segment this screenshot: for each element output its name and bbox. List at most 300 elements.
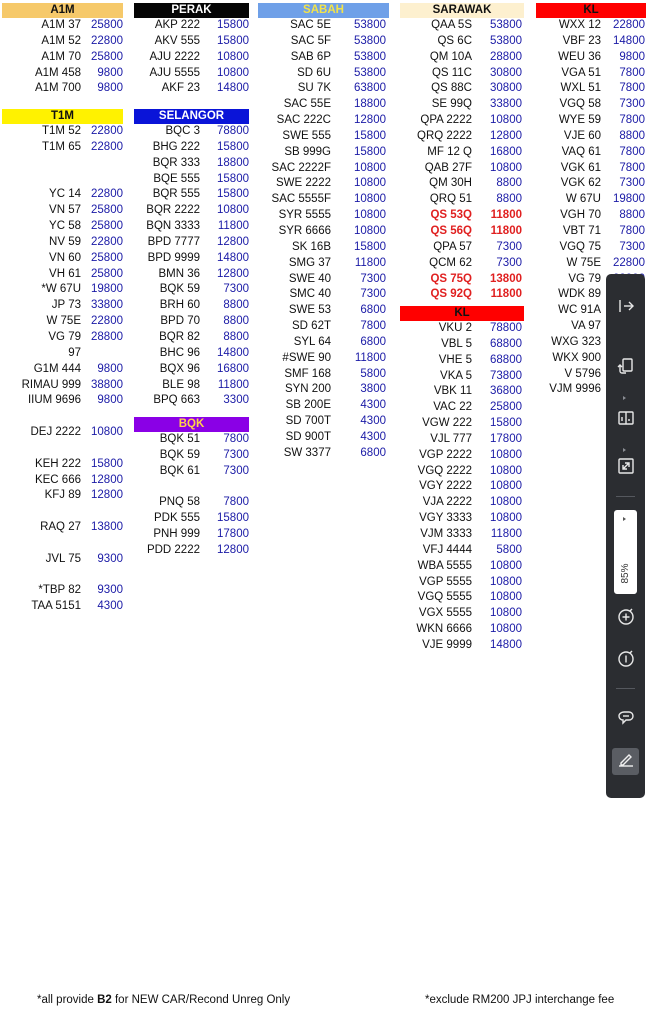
plate-number: WKN 6666 bbox=[416, 623, 472, 636]
export-button[interactable] bbox=[612, 294, 639, 321]
plate-price: 10800 bbox=[354, 209, 386, 222]
zoom-out-button[interactable] bbox=[612, 647, 639, 674]
plate-price: 22800 bbox=[91, 315, 123, 328]
plate-price: 12800 bbox=[217, 543, 249, 556]
plate-row bbox=[258, 240, 389, 256]
plate-row bbox=[2, 267, 123, 283]
plate-row bbox=[400, 384, 524, 400]
plate-row bbox=[134, 156, 249, 172]
plate-number: QAB 27F bbox=[424, 161, 472, 174]
plate-price: 53800 bbox=[490, 19, 522, 31]
plate-row bbox=[134, 18, 249, 34]
plate-price: 11800 bbox=[354, 351, 386, 364]
plate-row bbox=[134, 393, 249, 409]
plate-price: 53800 bbox=[354, 19, 386, 31]
plate-number: SYL 64 bbox=[293, 335, 331, 348]
plate-row bbox=[400, 18, 524, 34]
plate-row bbox=[258, 319, 389, 335]
plate-number: NV 59 bbox=[49, 235, 81, 248]
plate-price: 7300 bbox=[223, 448, 249, 461]
page-layout-button[interactable] bbox=[612, 406, 639, 433]
plate-number: A1M 52 bbox=[41, 34, 81, 47]
plate-number: VJA 2222 bbox=[422, 496, 472, 509]
plate-price: 9800 bbox=[97, 362, 123, 375]
section-header: T1M bbox=[2, 109, 123, 124]
footer-note-left-prefix: *all provide bbox=[37, 994, 98, 1006]
plate-price: 53800 bbox=[354, 66, 386, 79]
plate-number: WBA 5555 bbox=[417, 559, 472, 572]
plate-number: YC 14 bbox=[49, 188, 81, 201]
plate-number: VBT 71 bbox=[562, 224, 601, 237]
plate-price: 78800 bbox=[490, 322, 522, 334]
plate-row bbox=[134, 314, 249, 330]
plate-row bbox=[2, 378, 123, 394]
plate-row bbox=[400, 448, 524, 464]
plate-price: 22800 bbox=[91, 188, 123, 201]
plate-row bbox=[400, 256, 524, 272]
plate-number: W 75E bbox=[566, 256, 601, 269]
plate-number: RAQ 27 bbox=[40, 521, 81, 534]
comment-icon bbox=[616, 708, 636, 731]
plate-number: SWE 53 bbox=[288, 304, 331, 317]
plate-row bbox=[134, 219, 249, 235]
plate-price: 53800 bbox=[354, 50, 386, 63]
floating-toolbar bbox=[606, 274, 645, 798]
plate-row bbox=[2, 314, 123, 330]
plate-number: QPA 2222 bbox=[420, 114, 472, 127]
plate-number: PDD 2222 bbox=[146, 543, 200, 556]
plate-number: SB 999G bbox=[284, 145, 331, 158]
footer-note-left-bold: B2 bbox=[97, 994, 112, 1006]
plate-price: 7300 bbox=[223, 464, 249, 477]
plate-number: BQK 51 bbox=[159, 433, 200, 445]
plate-row bbox=[258, 398, 389, 414]
plate-price: 15800 bbox=[217, 19, 249, 31]
plate-row bbox=[2, 66, 123, 82]
fit-page-icon bbox=[616, 456, 636, 479]
plate-row bbox=[258, 287, 389, 303]
plate-number: VH 61 bbox=[49, 267, 81, 280]
plate-row bbox=[134, 464, 249, 480]
plate-row bbox=[536, 240, 646, 256]
plate-row bbox=[400, 353, 524, 369]
plate-number: VJM 9996 bbox=[549, 383, 601, 396]
plate-number: BPD 70 bbox=[160, 315, 200, 328]
plate-row bbox=[2, 536, 123, 552]
plate-price: 10800 bbox=[217, 50, 249, 63]
plate-price: 7800 bbox=[619, 224, 645, 237]
plate-number: SAB 6P bbox=[290, 50, 331, 63]
plate-number: VAC 22 bbox=[433, 401, 472, 414]
plate-row bbox=[400, 208, 524, 224]
plate-number: KEH 222 bbox=[34, 457, 81, 470]
plate-row bbox=[536, 129, 646, 145]
plate-number: SD 700T bbox=[285, 415, 331, 428]
plate-price: 11800 bbox=[490, 209, 522, 222]
plate-row bbox=[400, 543, 524, 559]
plate-row bbox=[134, 282, 249, 298]
plate-row bbox=[400, 287, 524, 303]
plate-row bbox=[258, 161, 389, 177]
plate-price: 8800 bbox=[223, 299, 249, 312]
fit-page-button[interactable] bbox=[612, 454, 639, 481]
plate-price: 3300 bbox=[223, 394, 249, 407]
plate-number: SYR 5555 bbox=[278, 209, 331, 222]
plate-price: 15800 bbox=[354, 145, 386, 158]
plate-row bbox=[134, 34, 249, 50]
plate-row bbox=[400, 272, 524, 288]
plate-number: BHG 222 bbox=[152, 140, 200, 153]
comment-button[interactable] bbox=[612, 706, 639, 733]
plate-number: SWE 2222 bbox=[276, 177, 331, 190]
plate-number: T1M 65 bbox=[42, 140, 81, 153]
plate-number: BQR 555 bbox=[152, 188, 200, 201]
chevron-right-icon bbox=[623, 517, 626, 521]
plate-price: 11800 bbox=[490, 224, 522, 237]
plate-number: VGA 51 bbox=[561, 66, 601, 79]
plate-number: VKU 2 bbox=[438, 322, 472, 334]
plate-number: BHC 96 bbox=[159, 346, 200, 359]
plate-price: 7800 bbox=[619, 66, 645, 79]
plate-price: 15800 bbox=[354, 240, 386, 253]
plate-row bbox=[134, 66, 249, 82]
plate-number: *W 67U bbox=[41, 283, 81, 296]
plate-number: BRH 60 bbox=[159, 299, 200, 312]
plate-row bbox=[134, 495, 249, 511]
plate-number: VN 60 bbox=[49, 251, 81, 264]
plate-price: 15800 bbox=[354, 129, 386, 142]
plate-price: 9800 bbox=[97, 82, 123, 95]
plate-number: BPD 9999 bbox=[147, 251, 200, 264]
plate-price: 12800 bbox=[91, 473, 123, 486]
plate-number: BMN 36 bbox=[158, 267, 200, 280]
plate-price: 4300 bbox=[360, 399, 386, 412]
plate-number: SMG 37 bbox=[288, 256, 331, 269]
plate-price: 3800 bbox=[360, 383, 386, 396]
plate-number: BQC 3 bbox=[165, 125, 200, 137]
plate-row bbox=[2, 599, 123, 615]
plate-row bbox=[258, 303, 389, 319]
plate-number: VN 57 bbox=[49, 204, 81, 217]
plate-price: 10800 bbox=[217, 66, 249, 79]
toolbar-divider bbox=[616, 496, 635, 497]
plate-number: VA 97 bbox=[571, 320, 601, 333]
plate-row bbox=[2, 425, 123, 441]
plate-row bbox=[134, 124, 249, 140]
section-bqk bbox=[134, 417, 249, 559]
plate-number: SK 16B bbox=[292, 240, 331, 253]
plate-row bbox=[134, 527, 249, 543]
plate-number: KEC 666 bbox=[34, 473, 81, 486]
plate-row bbox=[134, 187, 249, 203]
plate-price: 25800 bbox=[91, 220, 123, 233]
plate-price: 10800 bbox=[490, 496, 522, 509]
plate-number: VHE 5 bbox=[438, 353, 472, 366]
plate-price: 25800 bbox=[91, 50, 123, 63]
plate-price: 15800 bbox=[217, 512, 249, 525]
plate-row bbox=[258, 18, 389, 34]
plate-price: 8800 bbox=[223, 315, 249, 328]
section-header: SABAH bbox=[258, 3, 389, 18]
plate-row bbox=[2, 393, 123, 409]
plate-row bbox=[536, 97, 646, 113]
plate-number: SD 6U bbox=[297, 66, 331, 79]
plate-number: SU 7K bbox=[297, 82, 331, 95]
plate-price: 7800 bbox=[619, 114, 645, 127]
plate-price: 8800 bbox=[496, 177, 522, 190]
plate-price: 25800 bbox=[490, 401, 522, 414]
section-header: KL bbox=[536, 3, 646, 18]
plate-row bbox=[400, 224, 524, 240]
plate-row bbox=[258, 192, 389, 208]
plate-row bbox=[134, 362, 249, 378]
plate-number: 97 bbox=[68, 346, 81, 359]
plate-row bbox=[2, 81, 123, 97]
plate-row bbox=[134, 140, 249, 156]
plate-row bbox=[2, 235, 123, 251]
plate-row bbox=[2, 441, 123, 457]
plate-number: AKF 23 bbox=[161, 82, 200, 95]
plate-price: 22800 bbox=[91, 235, 123, 248]
plate-number: WXX 12 bbox=[558, 19, 601, 31]
plate-price: 36800 bbox=[490, 385, 522, 398]
plate-number: VGQ 5555 bbox=[417, 591, 472, 604]
plate-number: PNQ 58 bbox=[159, 496, 200, 509]
rotate-icon bbox=[616, 356, 636, 379]
plate-number: QPA 57 bbox=[433, 240, 472, 253]
plate-row bbox=[258, 97, 389, 113]
plate-row bbox=[2, 140, 123, 156]
plate-price: 7300 bbox=[496, 256, 522, 269]
plate-row bbox=[2, 156, 123, 172]
plate-price: 25800 bbox=[91, 267, 123, 280]
plate-number: SB 200E bbox=[285, 399, 331, 412]
plate-row bbox=[400, 97, 524, 113]
plate-number: VGQ 2222 bbox=[417, 464, 472, 477]
plate-number: WYE 59 bbox=[558, 114, 601, 127]
plate-number: VG 79 bbox=[568, 272, 601, 285]
plate-number: SMF 168 bbox=[284, 367, 331, 380]
plate-row bbox=[2, 520, 123, 536]
plate-number: JP 73 bbox=[51, 299, 81, 312]
plate-number: T1M 52 bbox=[42, 125, 81, 137]
plate-price: 9300 bbox=[97, 552, 123, 565]
plate-number: VGY 2222 bbox=[419, 480, 472, 493]
plate-row bbox=[2, 346, 123, 362]
plate-number: VGH 70 bbox=[560, 209, 601, 222]
plate-number: VGP 5555 bbox=[419, 575, 472, 588]
plate-price: 7300 bbox=[619, 240, 645, 253]
plate-price: 11800 bbox=[490, 527, 522, 540]
plate-number: SD 900T bbox=[285, 430, 331, 443]
plate-number: SAC 55E bbox=[283, 98, 331, 111]
plate-number: VGY 3333 bbox=[419, 512, 472, 525]
plate-row bbox=[400, 176, 524, 192]
plate-number: SAC 222C bbox=[276, 114, 331, 127]
plate-number: QCM 62 bbox=[429, 256, 472, 269]
plate-number: BQN 3333 bbox=[146, 220, 200, 233]
plate-number: BQR 82 bbox=[159, 330, 200, 343]
plate-number: IIUM 9696 bbox=[27, 394, 81, 407]
plate-price: 12800 bbox=[354, 114, 386, 127]
plate-row bbox=[258, 208, 389, 224]
plate-price: 15800 bbox=[217, 140, 249, 153]
plate-price: 10800 bbox=[490, 623, 522, 636]
plate-row bbox=[400, 622, 524, 638]
plate-row bbox=[2, 18, 123, 34]
plate-number: VGQ 75 bbox=[559, 240, 601, 253]
plate-price: 9800 bbox=[97, 66, 123, 79]
plate-row bbox=[258, 113, 389, 129]
plate-price: 8800 bbox=[223, 330, 249, 343]
plate-price: 17800 bbox=[217, 528, 249, 541]
plate-price: 7300 bbox=[619, 177, 645, 190]
plate-row bbox=[2, 504, 123, 520]
plate-row bbox=[400, 432, 524, 448]
plate-row bbox=[2, 362, 123, 378]
plate-number: QAA 5S bbox=[431, 19, 472, 31]
zoom-out-icon bbox=[616, 649, 636, 672]
plate-number: KFJ 89 bbox=[44, 489, 81, 502]
plate-row bbox=[2, 34, 123, 50]
plate-row bbox=[400, 369, 524, 385]
plate-number: AJU 5555 bbox=[149, 66, 200, 79]
plate-row bbox=[536, 145, 646, 161]
plate-row bbox=[134, 172, 249, 188]
plate-price: 11800 bbox=[217, 220, 249, 233]
plate-number: BQK 61 bbox=[159, 464, 200, 477]
plate-row bbox=[134, 543, 249, 559]
plate-price: 7800 bbox=[619, 145, 645, 158]
plate-number: SWE 40 bbox=[288, 272, 331, 285]
plate-row bbox=[400, 416, 524, 432]
sign-button[interactable] bbox=[612, 748, 639, 775]
plate-number: SYN 200 bbox=[284, 383, 331, 396]
plate-price: 10800 bbox=[354, 161, 386, 174]
plate-number: VGP 2222 bbox=[419, 448, 472, 461]
plate-number: A1M 70 bbox=[41, 50, 81, 63]
plate-row bbox=[400, 81, 524, 97]
plate-row bbox=[2, 187, 123, 203]
plate-price: 10800 bbox=[91, 426, 123, 439]
plate-price: 10800 bbox=[490, 575, 522, 588]
plate-row bbox=[400, 575, 524, 591]
plate-price: 25800 bbox=[91, 251, 123, 264]
plate-number: AJU 2222 bbox=[149, 50, 200, 63]
plate-row bbox=[536, 192, 646, 208]
plate-row bbox=[2, 203, 123, 219]
plate-price: 18800 bbox=[354, 98, 386, 111]
plate-price: 13800 bbox=[91, 521, 123, 534]
plate-price: 10800 bbox=[354, 177, 386, 190]
plate-price: 17800 bbox=[490, 432, 522, 445]
plate-row bbox=[2, 219, 123, 235]
plate-number: SAC 5E bbox=[290, 19, 331, 31]
plate-price: 10800 bbox=[490, 448, 522, 461]
plate-number: A1M 37 bbox=[41, 19, 81, 31]
plate-number: BQX 96 bbox=[159, 362, 200, 375]
plate-row bbox=[134, 330, 249, 346]
plate-number: BQK 59 bbox=[159, 448, 200, 461]
plate-price: 10800 bbox=[490, 480, 522, 493]
plate-number: QS 88C bbox=[431, 82, 472, 95]
plate-price: 8800 bbox=[619, 129, 645, 142]
plate-price: 10800 bbox=[354, 224, 386, 237]
plate-number: RIMAU 999 bbox=[21, 378, 81, 391]
plate-row bbox=[2, 251, 123, 267]
plate-price: 5800 bbox=[360, 367, 386, 380]
plate-price: 7300 bbox=[496, 240, 522, 253]
plate-number: BQR 333 bbox=[152, 156, 200, 169]
plate-price: 22800 bbox=[91, 140, 123, 153]
plate-number: #SWE 90 bbox=[282, 351, 331, 364]
plate-price: 14800 bbox=[217, 82, 249, 95]
plate-price: 4300 bbox=[360, 415, 386, 428]
plate-price: 16800 bbox=[490, 145, 522, 158]
plate-row bbox=[2, 583, 123, 599]
plate-price: 7800 bbox=[223, 496, 249, 509]
rotate-button[interactable] bbox=[612, 354, 639, 381]
plate-number: BPQ 663 bbox=[153, 394, 200, 407]
plate-row bbox=[2, 473, 123, 489]
plate-row bbox=[2, 568, 123, 584]
plate-number: QS 53Q bbox=[430, 209, 472, 222]
plate-number: VGX 5555 bbox=[418, 607, 472, 620]
plate-price: 25800 bbox=[91, 19, 123, 31]
plate-price: 11800 bbox=[217, 378, 249, 391]
plate-row bbox=[258, 66, 389, 82]
plate-row bbox=[2, 124, 123, 140]
plate-price: 9800 bbox=[619, 50, 645, 63]
plate-price: 12800 bbox=[217, 267, 249, 280]
plate-price: 7800 bbox=[223, 433, 249, 445]
plate-price: 33800 bbox=[490, 98, 522, 111]
plate-number: AKV 555 bbox=[154, 34, 200, 47]
plate-number: JVL 75 bbox=[45, 552, 81, 565]
plate-row bbox=[134, 432, 249, 448]
plate-row bbox=[258, 335, 389, 351]
plate-price: 6800 bbox=[360, 335, 386, 348]
plate-row bbox=[400, 192, 524, 208]
plate-price: 7800 bbox=[619, 82, 645, 95]
section-header: KL bbox=[400, 306, 524, 321]
plate-number: SW 3377 bbox=[283, 446, 331, 459]
plate-number: VBL 5 bbox=[441, 337, 472, 350]
plate-number: PDK 555 bbox=[153, 512, 200, 525]
plate-price: 33800 bbox=[91, 299, 123, 312]
section-kl2 bbox=[400, 306, 524, 654]
section-header: SARAWAK bbox=[400, 3, 524, 18]
zoom-in-button[interactable] bbox=[612, 605, 639, 632]
plate-row bbox=[400, 527, 524, 543]
plate-row bbox=[258, 272, 389, 288]
plate-price: 12800 bbox=[91, 489, 123, 502]
plate-row bbox=[400, 240, 524, 256]
plate-row bbox=[2, 298, 123, 314]
plate-row bbox=[134, 480, 249, 496]
plate-number: BPD 7777 bbox=[147, 235, 200, 248]
section-header: A1M bbox=[2, 3, 123, 18]
plate-number: QS 92Q bbox=[430, 288, 472, 301]
plate-number: VGK 62 bbox=[560, 177, 601, 190]
plate-price: 14800 bbox=[217, 251, 249, 264]
plate-price: 22800 bbox=[613, 256, 645, 269]
plate-number: *TBP 82 bbox=[38, 584, 81, 597]
plate-row bbox=[2, 409, 123, 425]
plate-row bbox=[536, 256, 646, 272]
plate-price: 10800 bbox=[490, 114, 522, 127]
plate-number: VFJ 4444 bbox=[422, 543, 472, 556]
